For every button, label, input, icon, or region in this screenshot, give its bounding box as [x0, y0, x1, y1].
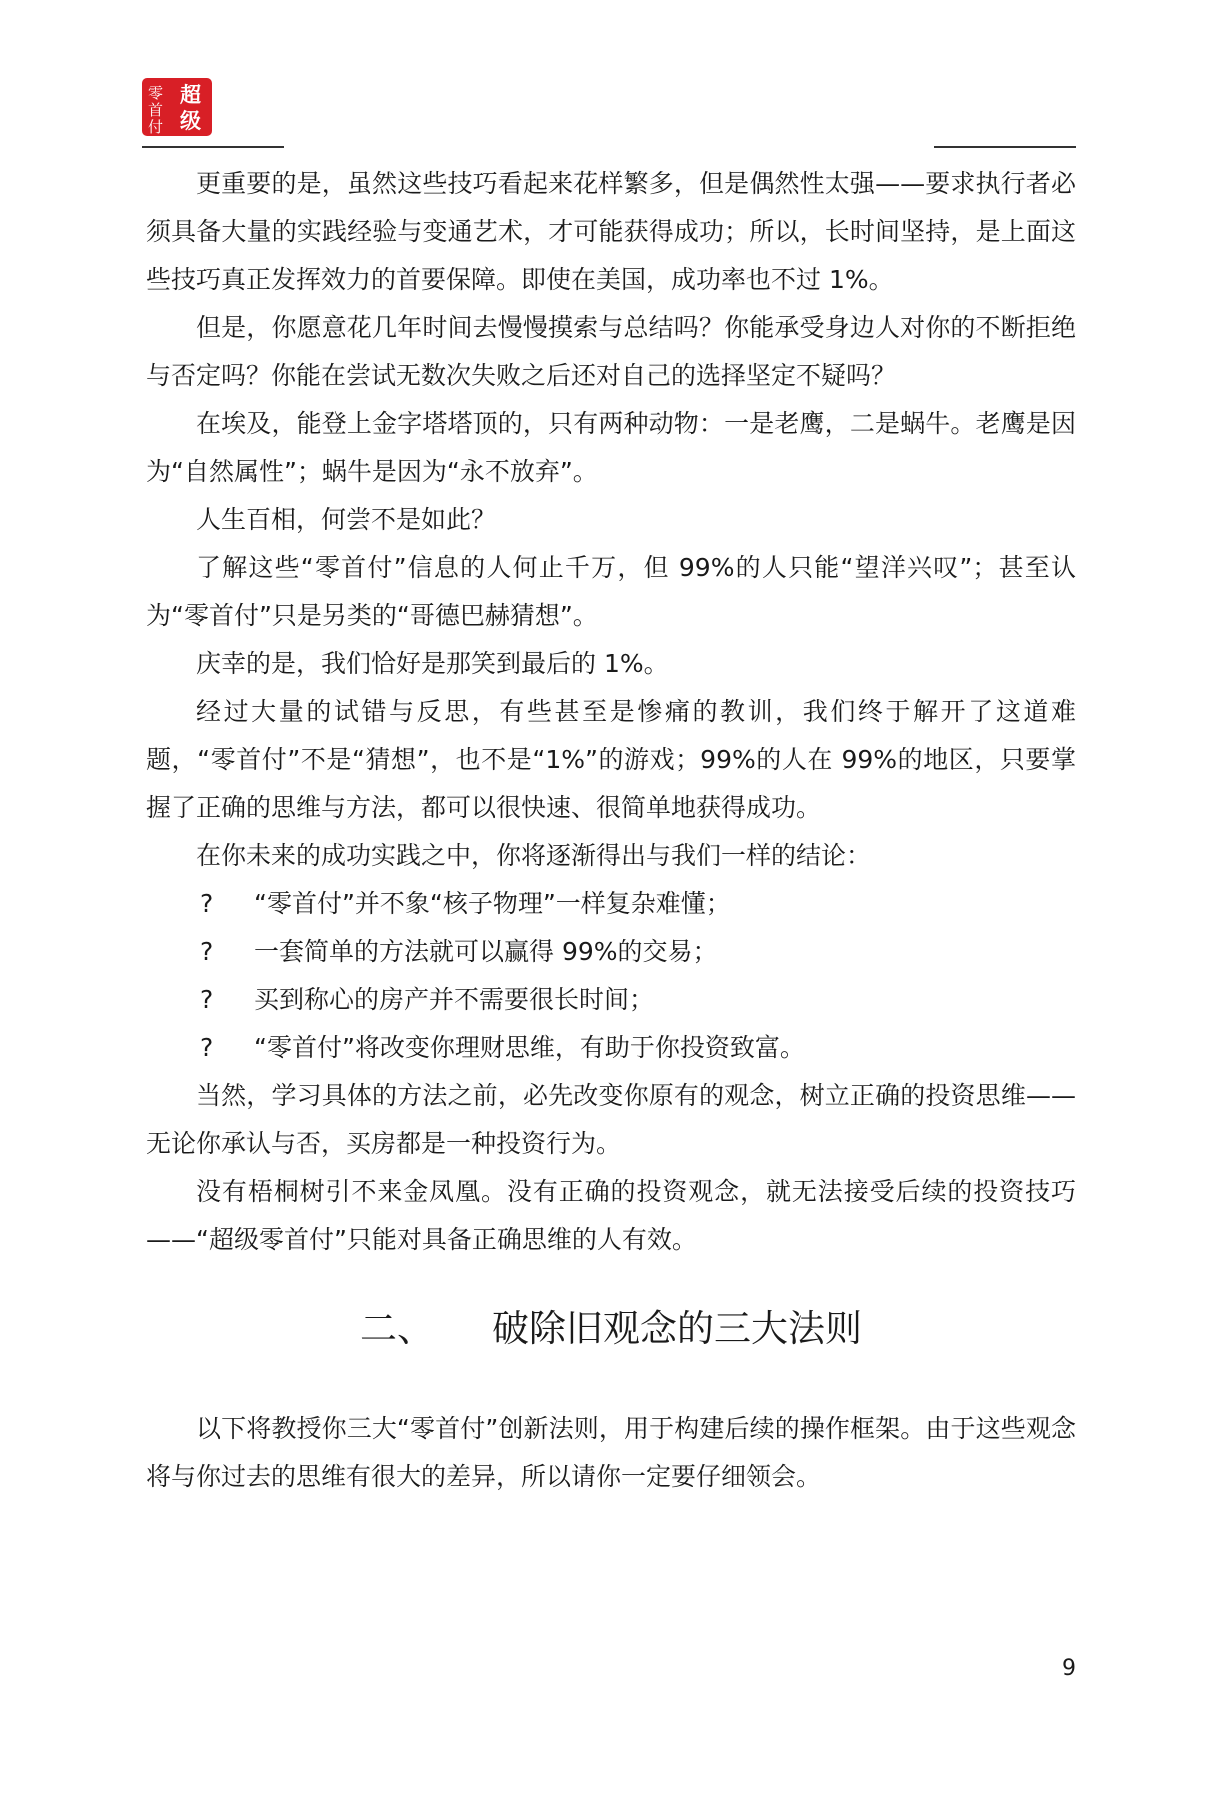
- logo-char-5: 付: [148, 118, 164, 136]
- section-title: 破除旧观念的三大法则: [492, 1307, 862, 1350]
- section-number: 二、: [360, 1307, 434, 1350]
- section-intro: [146, 1405, 1076, 1501]
- paragraph: 更重要的是，虽然这些技巧看起来花样繁多，但是偶然性太强——要求执行者必须具备大量的实践经验与变通艺术，才可能获得成功；所以，长时间坚持，是上面这些技巧真正发挥效力的首要保障。即使在美国，成功率也不过 1%。: [146, 169, 1076, 294]
- paragraph: 在你未来的成功实践之中，你将逐渐得出与我们一样的结论：: [196, 841, 872, 870]
- bullet-mark: ?: [200, 889, 214, 918]
- paragraph: 没有梧桐树引不来金凤凰。没有正确的投资观念，就无法接受后续的投资技巧——“超级零首付”只能对具备正确思维的人有效。: [146, 1177, 1076, 1254]
- header-rule-left: [142, 146, 284, 148]
- bullet-text: 一套简单的方法就可以赢得 99%的交易；: [254, 937, 718, 966]
- bullet-mark: ?: [200, 1033, 214, 1062]
- logo-char-3: 零: [148, 84, 164, 102]
- logo-char-2: 级: [180, 109, 201, 133]
- body-text: [146, 160, 1076, 1264]
- section-heading: [146, 1303, 1076, 1355]
- bullet-text: 买到称心的房产并不需要很长时间；: [254, 985, 655, 1014]
- paragraph: 但是，你愿意花几年时间去慢慢摸索与总结吗？你能承受身边人对你的不断拒绝与否定吗？你能在尝试无数次失败之后还对自己的选择坚定不疑吗？: [146, 313, 1076, 390]
- list-item: [146, 880, 1076, 928]
- logo-char-1: 超: [180, 83, 201, 107]
- header-rule-right: [934, 146, 1076, 148]
- paragraph: 以下将教授你三大“零首付”创新法则，用于构建后续的操作框架。由于这些观念将与你过去的思维有很大的差异，所以请你一定要仔细领会。: [146, 1414, 1076, 1491]
- list-item: [146, 976, 1076, 1024]
- paragraph: 庆幸的是，我们恰好是那笑到最后的 1%。: [196, 649, 669, 678]
- paragraph: 人生百相，何尝不是如此？: [196, 505, 497, 534]
- bullet-text: “零首付”将改变你理财思维，有助于你投资致富。: [254, 1033, 805, 1062]
- list-item: [146, 928, 1076, 976]
- paragraph: 了解这些“零首付”信息的人何止千万，但 99%的人只能“望洋兴叹”；甚至认为“零首付”只是另类的“哥德巴赫猜想”。: [146, 553, 1076, 630]
- brand-logo-seal: [142, 78, 212, 136]
- paragraph: 经过大量的试错与反思，有些甚至是惨痛的教训，我们终于解开了这道难题，“零首付”不是“猜想”，也不是“1%”的游戏；99%的人在 99%的地区，只要掌握了正确的思维与方法，都可以很快速、很简单地获得成功。: [146, 697, 1076, 822]
- bullet-mark: ?: [200, 985, 214, 1014]
- bullet-text: “零首付”并不象“核子物理”一样复杂难懂；: [254, 889, 731, 918]
- list-item: [146, 1024, 1076, 1072]
- paragraph: 当然，学习具体的方法之前，必先改变你原有的观念，树立正确的投资思维——无论你承认与否，买房都是一种投资行为。: [146, 1081, 1076, 1158]
- logo-char-4: 首: [148, 101, 164, 119]
- paragraph: 在埃及，能登上金字塔塔顶的，只有两种动物：一是老鹰，二是蜗牛。老鹰是因为“自然属性”；蜗牛是因为“永不放弃”。: [146, 409, 1076, 486]
- bullet-mark: ?: [200, 937, 214, 966]
- page-number: 9: [1062, 1656, 1076, 1681]
